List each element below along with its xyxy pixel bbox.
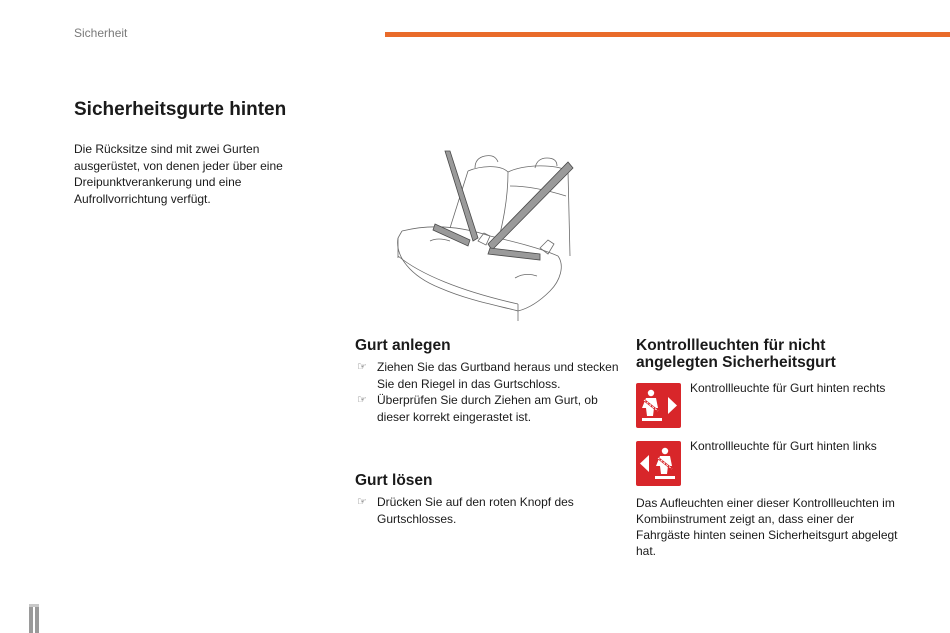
list-item: ☞ Ziehen Sie das Gurtband heraus und stecken Sie den Riegel in das Gurtschloss. [357,360,619,391]
seatbelt-rear-left-warning-icon [636,441,681,486]
gurt-anlegen-list [355,359,620,425]
kontrollleuchten-description: Das Aufleuchten einer dieser Kontrollleuchten im Kombiinstrument zeigt an, dass einer der Fahrgäste hinten seinen Sicherheitsgurt abgelegt hat. [636,496,898,558]
kontrollleuchten-heading: Kontrollleuchten für nicht angelegten Sicherheitsgurt [636,337,836,371]
left-warning-label: Kontrollleuchte für Gurt hinten links [690,439,877,453]
seatbelt-rear-right-warning-icon [636,383,681,428]
gurt-loesen-heading: Gurt lösen [355,472,433,489]
list-item: ☞ Überprüfen Sie durch Ziehen am Gurt, ob dieser korrekt eingerastet ist. [357,393,598,424]
page-tab-icon [28,604,42,633]
list-item: ☞ Drücken Sie auf den roten Knopf des Gurtschlosses. [357,495,574,526]
pointing-hand-icon: ☞ [357,394,367,406]
pointing-hand-icon: ☞ [357,361,367,373]
pointing-hand-icon: ☞ [357,496,367,508]
page-title: Sicherheitsgurte hinten [74,99,287,120]
rear-seat-belt-illustration [390,146,580,326]
right-warning-label: Kontrollleuchte für Gurt hinten rechts [690,381,886,395]
header-accent-bar [385,32,950,37]
gurt-anlegen-heading: Gurt anlegen [355,337,451,354]
gurt-loesen-list [355,494,620,527]
intro-paragraph: Die Rücksitze sind mit zwei Gurten ausgerüstet, von denen jeder über eine Dreipunktverankerung und eine Aufrollvorrichtung verfügt. [74,142,283,206]
section-label: Sicherheit [74,26,128,40]
